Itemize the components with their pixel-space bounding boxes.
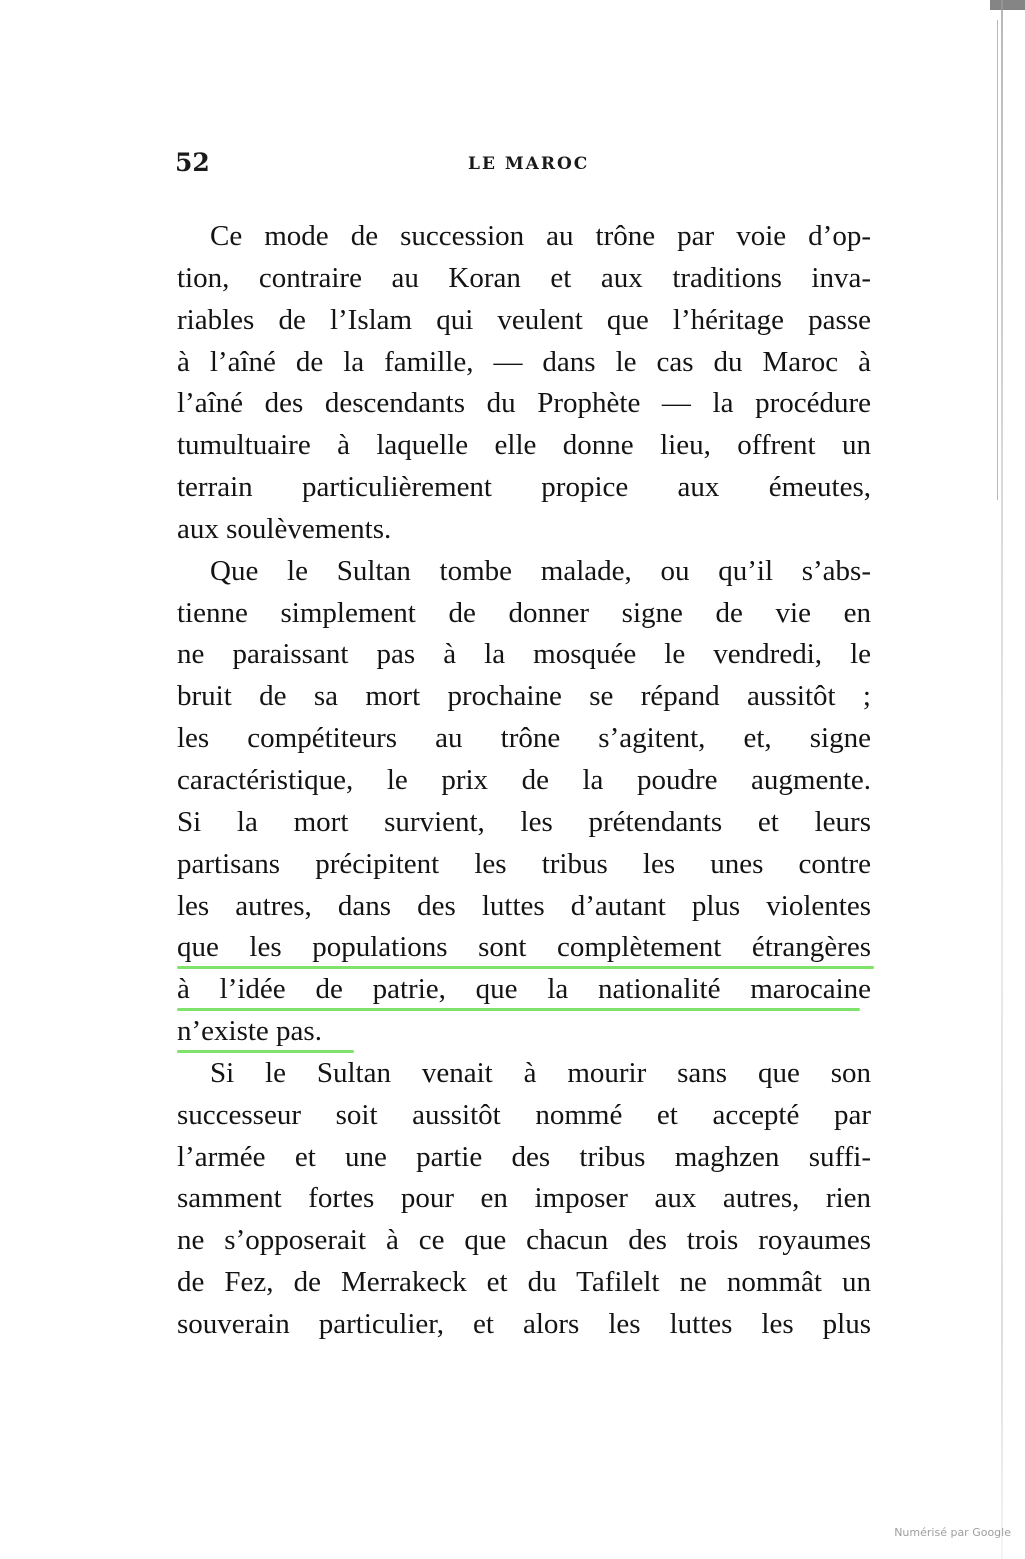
text-line: tumultuaire à laquelle elle donne lieu, offrent un: [177, 429, 871, 462]
running-head: LE MAROC: [468, 154, 590, 174]
page-edge-shadow: [1001, 0, 1003, 1559]
highlighted-text-line: à l’idée de patrie, que la nationalité marocaine: [177, 973, 871, 1006]
text-line: à l’aîné de la famille, — dans le cas du Maroc à: [177, 345, 871, 378]
highlighted-text-line: n’existe pas.: [177, 1015, 322, 1048]
highlight-underline-2: [177, 1008, 860, 1011]
text-line: ne paraissant pas à la mosquée le vendredi, le: [177, 638, 871, 671]
text-line: caractéristique, le prix de la poudre augmente.: [177, 763, 871, 796]
body-text: [177, 216, 871, 1346]
page-number: 52: [175, 148, 210, 177]
text-line: samment fortes pour en imposer aux autres, rien: [177, 1182, 871, 1215]
scan-corner-mark: [990, 0, 1025, 10]
text-line: Que le Sultan tombe malade, ou qu’il s’abs-: [210, 554, 871, 587]
text-line: successeur soit aussitôt nommé et accepté par: [177, 1098, 871, 1131]
page-header: [175, 148, 875, 188]
text-line: tienne simplement de donner signe de vie en: [177, 596, 871, 629]
text-line: l’armée et une partie des tribus maghzen suffi-: [177, 1140, 871, 1173]
highlighted-text-line: que les populations sont complètement étrangères: [177, 931, 871, 964]
text-line: souverain particulier, et alors les luttes les plus: [177, 1307, 871, 1340]
page-edge-line: [997, 20, 998, 500]
highlight-underline-1: [177, 966, 874, 969]
text-line: bruit de sa mort prochaine se répand aussitôt ;: [177, 680, 871, 713]
text-line: ne s’opposerait à ce que chacun des trois royaumes: [177, 1224, 871, 1257]
text-line: les autres, dans des luttes d’autant plus violentes: [177, 889, 871, 922]
text-line: Si le Sultan venait à mourir sans que son: [210, 1056, 871, 1089]
highlight-underline-3: [177, 1050, 354, 1053]
text-line: Ce mode de succession au trône par voie d’op-: [210, 220, 871, 252]
text-line: terrain particulièrement propice aux émeutes,: [177, 471, 871, 504]
scan-watermark: Numérisé par Google: [894, 1526, 1011, 1539]
text-line: aux soulèvements.: [177, 512, 392, 545]
text-line: de Fez, de Merrakeck et du Tafilelt ne nommât un: [177, 1266, 871, 1299]
text-line: l’aîné des descendants du Prophète — la procédure: [177, 387, 871, 420]
text-line: tion, contraire au Koran et aux traditions inva-: [177, 261, 871, 294]
text-line: riables de l’Islam qui veulent que l’héritage passe: [177, 303, 871, 336]
text-line: Si la mort survient, les prétendants et leurs: [177, 805, 871, 838]
text-line: partisans précipitent les tribus les unes contre: [177, 847, 871, 880]
text-line: les compétiteurs au trône s’agitent, et, signe: [177, 722, 871, 755]
